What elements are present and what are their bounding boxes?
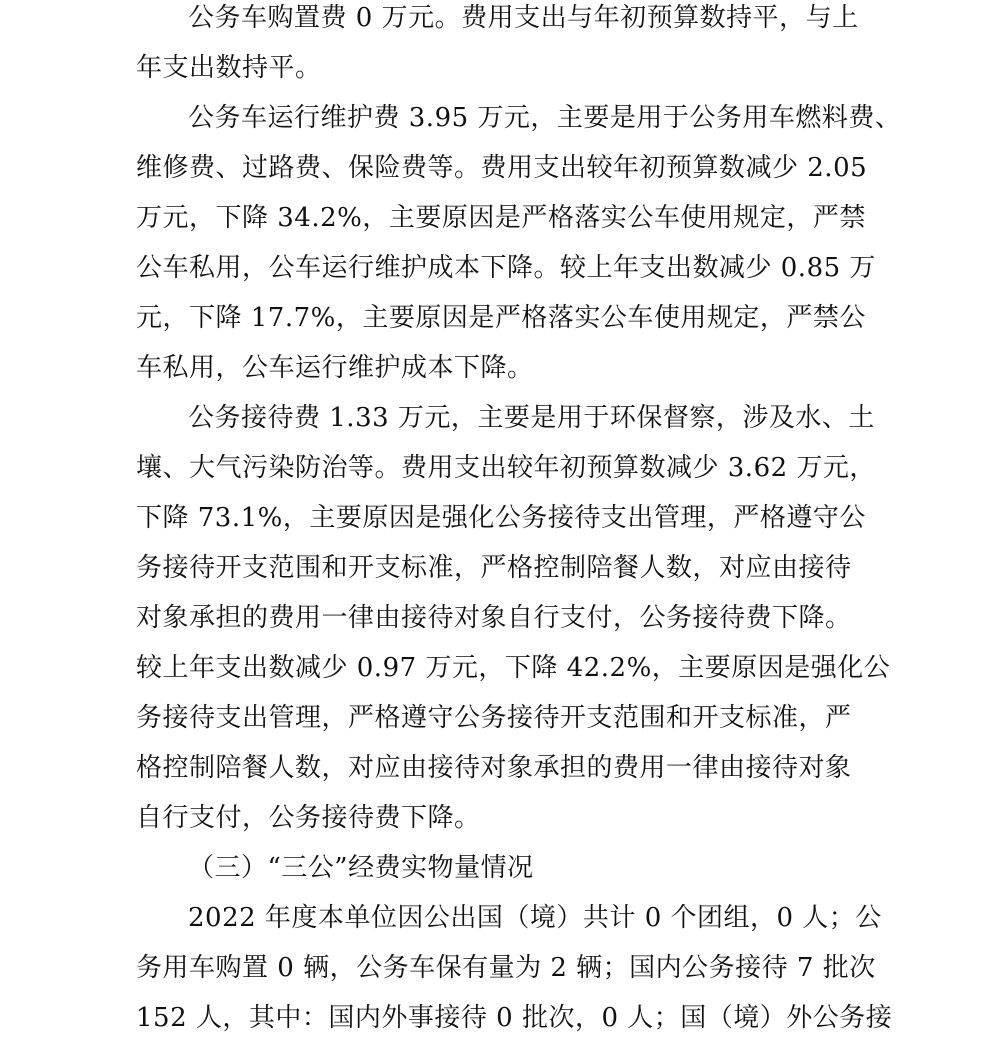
text-line: 自行支付，公务接待费下降。 — [136, 803, 481, 833]
text-line: 公务接待费 1.33 万元，主要是用于环保督察，涉及水、土 — [188, 403, 875, 433]
text-line: 元，下降 17.7%，主要原因是严格落实公车使用规定，严禁公 — [136, 303, 866, 333]
text-line: 万元，下降 34.2%，主要原因是严格落实公车使用规定，严禁 — [136, 203, 866, 233]
text-line: 务用车购置 0 辆，公务车保有量为 2 辆；国内公务接待 7 批次 — [136, 953, 876, 983]
text-line: 车私用，公车运行维护成本下降。 — [136, 353, 534, 383]
text-line: 年支出数持平。 — [136, 53, 322, 83]
text-line: 维修费、过路费、保险费等。费用支出较年初预算数减少 2.05 — [136, 153, 868, 183]
text-line: 152 人，其中：国内外事接待 0 批次，0 人；国（境）外公务接 — [136, 1003, 893, 1033]
text-line: 公车私用，公车运行维护成本下降。较上年支出数减少 0.85 万 — [136, 253, 876, 283]
text-line: 较上年支出数减少 0.97 万元，下降 42.2%，主要原因是强化公 — [136, 653, 891, 683]
text-line: 公务车购置费 0 万元。费用支出与年初预算数持平，与上 — [188, 3, 859, 33]
section-heading: （三）“三公”经费实物量情况 — [188, 853, 534, 883]
text-line: 下降 73.1%，主要原因是强化公务接待支出管理，严格遵守公 — [136, 503, 866, 533]
text-line: 壤、大气污染防治等。费用支出较年初预算数减少 3.62 万元， — [136, 453, 876, 483]
text-line: 务接待支出管理，严格遵守公务接待开支范围和开支标准，严 — [136, 703, 852, 733]
text-line: 格控制陪餐人数，对应由接待对象承担的费用一律由接待对象 — [136, 753, 852, 783]
text-line: 务接待开支范围和开支标准，严格控制陪餐人数，对应由接待 — [136, 553, 852, 583]
text-line: 公务车运行维护费 3.95 万元，主要是用于公务用车燃料费、 — [188, 103, 902, 133]
text-line: 对象承担的费用一律由接待对象自行支付，公务接待费下降。 — [136, 603, 852, 633]
text-line: 2022 年度本单位因公出国（境）共计 0 个团组，0 人；公 — [188, 903, 882, 933]
